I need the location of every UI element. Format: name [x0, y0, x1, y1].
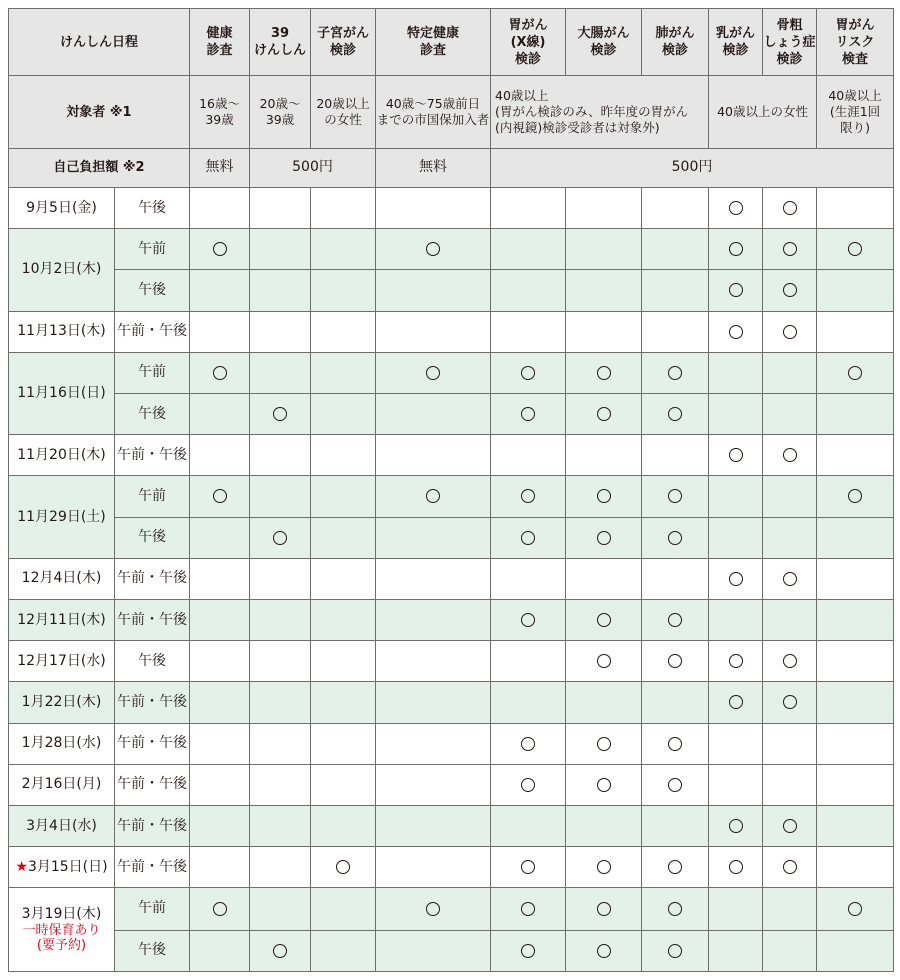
circle-mark [668, 860, 682, 874]
target-over40: 40歳以上 (胃がん検診のみ、昨年度の胃がん (内視鏡)検診受診者は対象外) [491, 76, 709, 148]
circle-mark [783, 695, 797, 709]
circle-mark [668, 366, 682, 380]
circle-mark [729, 860, 743, 874]
circle-mark [521, 902, 535, 916]
circle-mark [783, 201, 797, 215]
circle-mark [848, 902, 862, 916]
target-39: 20歳〜 39歳 [250, 76, 311, 148]
circle-mark [783, 242, 797, 256]
col-cervical-cancer: 子宮がん 検診 [311, 9, 376, 76]
row-time: 午後 [115, 393, 190, 434]
row-time: 午前 [115, 476, 190, 517]
table-row [9, 270, 894, 311]
table-row [9, 682, 894, 723]
circle-mark [668, 737, 682, 751]
target-women40: 40歳以上の女性 [709, 76, 817, 148]
circle-mark [848, 366, 862, 380]
col-health-check: 健康 診査 [190, 9, 250, 76]
col-39-check: 39 けんしん [250, 9, 311, 76]
star-icon: ★ [15, 858, 28, 875]
circle-mark [729, 654, 743, 668]
circle-mark [848, 242, 862, 256]
circle-mark [597, 366, 611, 380]
table-row [9, 599, 894, 640]
row-date: 11月16日(日) [9, 352, 115, 434]
circle-mark [521, 860, 535, 874]
table-row [9, 229, 894, 270]
circle-mark [521, 531, 535, 545]
table-row [9, 435, 894, 476]
row-time: 午前・午後 [115, 311, 190, 352]
row-time: 午後 [115, 517, 190, 558]
row-date: 3月4日(水) [9, 805, 115, 846]
row-time: 午前・午後 [115, 723, 190, 764]
row-time: 午後 [115, 187, 190, 228]
row-time: 午前・午後 [115, 847, 190, 888]
circle-mark [426, 489, 440, 503]
circle-mark [729, 325, 743, 339]
row-time: 午後 [115, 270, 190, 311]
circle-mark [521, 613, 535, 627]
target-specific: 40歳〜75歳前日 までの市国保加入者 [376, 76, 491, 148]
circle-mark [597, 613, 611, 627]
col-osteoporosis: 骨粗 しょう症 検診 [763, 9, 817, 76]
col-colon-cancer: 大腸がん 検診 [566, 9, 642, 76]
table-row [9, 476, 894, 517]
circle-mark [729, 819, 743, 833]
circle-mark [668, 944, 682, 958]
circle-mark [597, 860, 611, 874]
row-date: 11月13日(木) [9, 311, 115, 352]
row-time: 午前・午後 [115, 435, 190, 476]
col-stomach-risk: 胃がん リスク 検査 [817, 9, 894, 76]
table-row [9, 641, 894, 682]
circle-mark [597, 737, 611, 751]
row-date: 10月2日(木) [9, 229, 115, 311]
circle-mark [783, 572, 797, 586]
col-lung-cancer: 肺がん 検診 [642, 9, 709, 76]
col-stomach-xray: 胃がん (X線) 検診 [491, 9, 566, 76]
circle-mark [668, 654, 682, 668]
circle-mark [729, 283, 743, 297]
circle-mark [426, 366, 440, 380]
table-row [9, 764, 894, 805]
circle-mark [729, 242, 743, 256]
circle-mark [783, 448, 797, 462]
circle-mark [521, 944, 535, 958]
target-row [9, 76, 894, 148]
row-date: 3月19日(木) 一時保育あり (要予約) [9, 888, 115, 972]
circle-mark [783, 325, 797, 339]
circle-mark [668, 489, 682, 503]
target-label: 対象者 ※1 [9, 76, 190, 148]
row-time: 午前・午後 [115, 599, 190, 640]
circle-mark [729, 448, 743, 462]
circle-mark [848, 489, 862, 503]
circle-mark [729, 572, 743, 586]
row-date: ★3月15日(日) [9, 847, 115, 888]
circle-mark [668, 407, 682, 421]
row-date: 1月28日(水) [9, 723, 115, 764]
row-time: 午前 [115, 352, 190, 393]
target-risk: 40歳以上 (生涯1回 限り) [817, 76, 894, 148]
circle-mark [729, 695, 743, 709]
circle-mark [597, 778, 611, 792]
row-date: 12月4日(木) [9, 558, 115, 599]
circle-mark [521, 737, 535, 751]
table-row [9, 393, 894, 434]
fee-free-1: 無料 [190, 148, 250, 187]
circle-mark [783, 654, 797, 668]
schedule-table [8, 8, 894, 972]
row-time: 午前 [115, 229, 190, 270]
table-row [9, 517, 894, 558]
row-date: 12月17日(水) [9, 641, 115, 682]
circle-mark [668, 613, 682, 627]
circle-mark [668, 902, 682, 916]
row-date: 11月20日(木) [9, 435, 115, 476]
table-row [9, 888, 894, 930]
fee-free-2: 無料 [376, 148, 491, 187]
target-health: 16歳〜 39歳 [190, 76, 250, 148]
row-time: 午前・午後 [115, 682, 190, 723]
row-date: 9月5日(金) [9, 187, 115, 228]
table-row [9, 805, 894, 846]
fee-row [9, 148, 894, 187]
table-row [9, 847, 894, 888]
target-cervical: 20歳以上 の女性 [311, 76, 376, 148]
circle-mark [668, 778, 682, 792]
circle-mark [597, 902, 611, 916]
circle-mark [783, 860, 797, 874]
circle-mark [273, 531, 287, 545]
row-date: 2月16日(月) [9, 764, 115, 805]
circle-mark [273, 944, 287, 958]
table-row [9, 723, 894, 764]
circle-mark [273, 407, 287, 421]
circle-mark [213, 902, 227, 916]
header-row [9, 9, 894, 76]
circle-mark [426, 902, 440, 916]
reservation-note: (要予約) [36, 938, 87, 954]
row-time: 午後 [115, 930, 190, 971]
fee-500-2: 500円 [491, 148, 894, 187]
row-time: 午前 [115, 888, 190, 930]
circle-mark [597, 531, 611, 545]
circle-mark [597, 489, 611, 503]
row-time: 午前・午後 [115, 805, 190, 846]
circle-mark [213, 366, 227, 380]
childcare-note: 一時保育あり [22, 923, 101, 939]
circle-mark [597, 944, 611, 958]
circle-mark [213, 242, 227, 256]
row-time: 午後 [115, 641, 190, 682]
circle-mark [729, 201, 743, 215]
circle-mark [336, 860, 350, 874]
fee-label: 自己負担額 ※2 [9, 148, 190, 187]
circle-mark [783, 819, 797, 833]
circle-mark [213, 489, 227, 503]
circle-mark [783, 283, 797, 297]
circle-mark [521, 489, 535, 503]
circle-mark [521, 366, 535, 380]
circle-mark [426, 242, 440, 256]
table-row [9, 352, 894, 393]
row-date: 11月29日(土) [9, 476, 115, 558]
table-row [9, 311, 894, 352]
row-date: 1月22日(木) [9, 682, 115, 723]
table-row [9, 187, 894, 228]
row-date: 12月11日(木) [9, 599, 115, 640]
circle-mark [597, 654, 611, 668]
circle-mark [597, 407, 611, 421]
table-row [9, 558, 894, 599]
row-time: 午前・午後 [115, 764, 190, 805]
circle-mark [521, 778, 535, 792]
table-row [9, 930, 894, 971]
schedule-header: けんしん日程 [9, 9, 190, 76]
col-breast-cancer: 乳がん 検診 [709, 9, 763, 76]
row-time: 午前・午後 [115, 558, 190, 599]
fee-500-1: 500円 [250, 148, 376, 187]
col-specific-health: 特定健康 診査 [376, 9, 491, 76]
circle-mark [668, 531, 682, 545]
circle-mark [521, 407, 535, 421]
